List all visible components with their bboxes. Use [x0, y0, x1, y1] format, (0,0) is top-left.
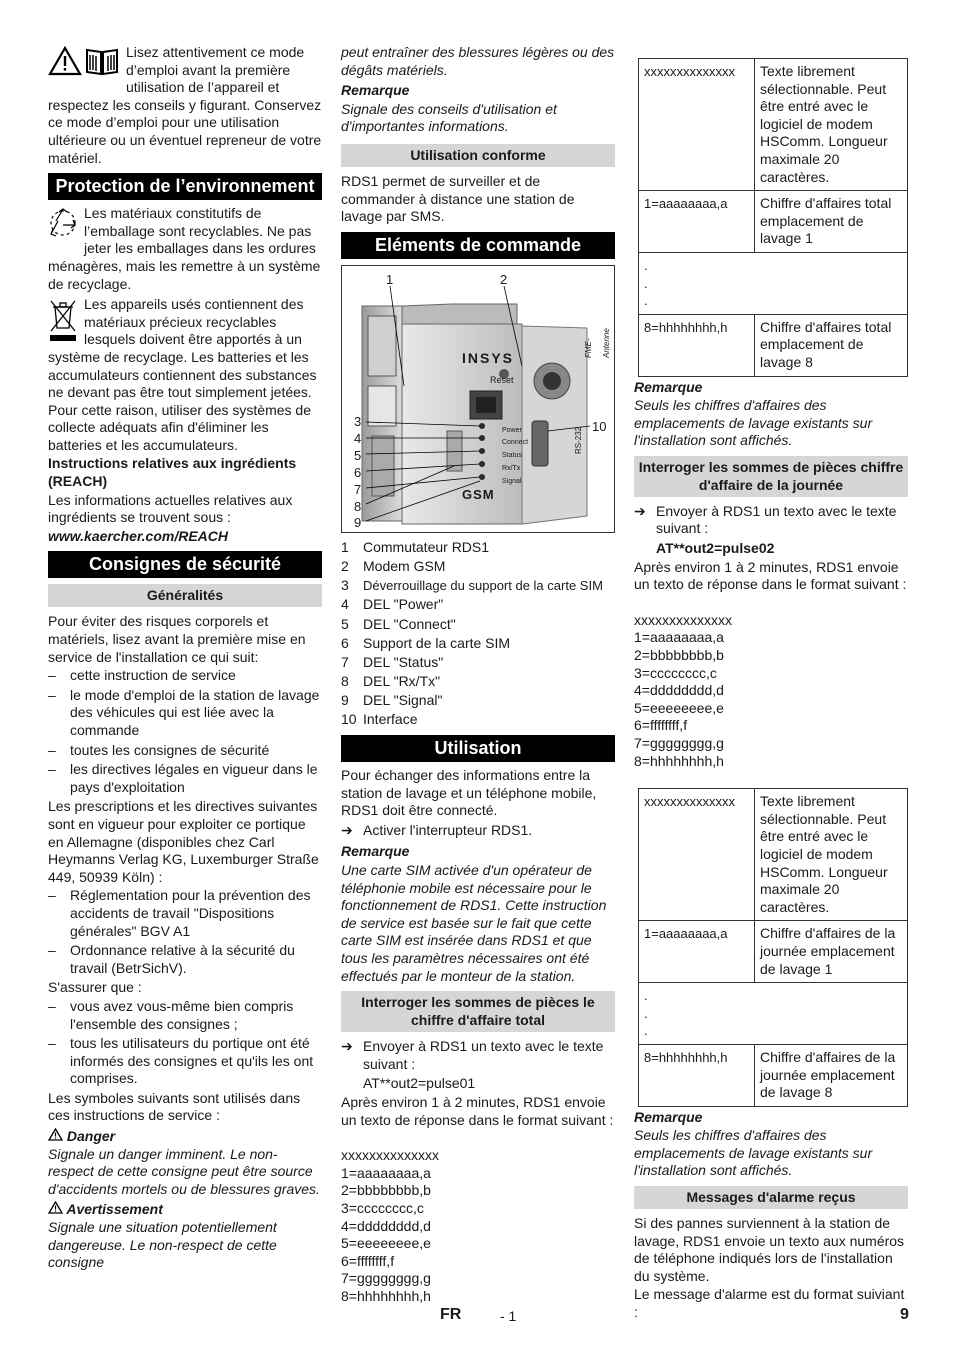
- reach-url-link[interactable]: www.kaercher.com/REACH: [48, 527, 228, 544]
- reset-label: Reset: [490, 374, 514, 385]
- manual-book-icon: [84, 46, 120, 81]
- reply-line: 2=bbbbbbbb,b: [341, 1182, 431, 1199]
- table-row: 1=aaaaaaaa,a Chiffre d'affaires de la journée emplacement de lavage 1: [639, 921, 908, 983]
- list-documents: [48, 667, 322, 796]
- warning-label: Avertissement: [48, 1201, 322, 1219]
- list-item: – les directives légales en vigueur dans le pays d'exploitation: [48, 761, 322, 796]
- legend-item: 3 Déverrouillage du support de la carte SIM: [341, 577, 603, 594]
- danger-label: Danger: [48, 1128, 322, 1146]
- arrow-right-icon: ➔: [634, 502, 646, 519]
- reply-line: xxxxxxxxxxxxxx: [634, 611, 732, 628]
- remark-label: Remarque: [634, 378, 703, 395]
- heading-safety: Consignes de sécurité: [48, 551, 322, 578]
- total-command: AT**out2=pulse01: [363, 1075, 476, 1092]
- callout-9: 9: [354, 514, 362, 530]
- callout-6: 6: [354, 464, 362, 480]
- legend-item: 7 DEL "Status": [341, 653, 444, 670]
- remark-text: Une carte SIM activée d'un opérateur de téléphonie mobile est nécessaire pour le fonctionnement de RDS1. Cette instruction de service est basée sur le fait que cette carte SIM est insérée dans RDS1 et que tous les paramètres nécessaires ont été effectués par le monteur de la station.: [341, 862, 607, 984]
- callout-2: 2: [500, 271, 508, 287]
- warning-triangle-icon: [48, 1201, 63, 1214]
- reply-line: 4=dddddddd,d: [634, 682, 724, 699]
- reply-line: 8=hhhhhhhh,h: [341, 1287, 431, 1304]
- led-rxtx-label: Rx/Tx: [502, 464, 521, 472]
- column-left: [48, 44, 322, 1273]
- table-row: . . .: [639, 252, 908, 314]
- remark-label: Remarque: [634, 1108, 703, 1125]
- prescriptions-text: Les prescriptions et les directives suivantes sont en vigueur pour exploiter ce portique en Allemagne (disponibles chez Carl Heymanns Verlag KG, Luxemburger Straße 449, 50939 Köln) :: [48, 798, 319, 885]
- remark-label: Remarque: [341, 843, 410, 860]
- symbols-text: Les symboles suivants sont utilisés dans ces instructions de service :: [48, 1089, 301, 1124]
- daily-reply-format: [634, 612, 908, 770]
- list-regulations: [48, 887, 322, 977]
- warning-text-continued: peut entraîner des blessures légères ou des dégâts matériels.: [341, 44, 615, 78]
- table-row: 8=hhhhhhhh,h Chiffre d'affaires total emplacement de lavage 8: [639, 314, 908, 376]
- heading-environment: Protection de l’environnement: [48, 173, 322, 200]
- list-item: – cette instruction de service: [48, 667, 322, 685]
- legend-item: 6 Support de la carte SIM: [341, 634, 511, 651]
- reply-line: 3=cccccccc,c: [341, 1199, 424, 1216]
- antenna-label: FME-Antenne: [584, 327, 611, 358]
- crossed-bin-icon: [48, 298, 78, 347]
- led-connect-label: Connect: [502, 438, 529, 446]
- list-item: – toutes les consignes de sécurité: [48, 742, 322, 760]
- list-item: – le mode d'emploi de la station de lavage des véhicules qui est liée avec la commande: [48, 687, 322, 740]
- daily-step: ➔ Envoyer à RDS1 un texto avec le texte suivant :: [634, 502, 897, 537]
- heading-intended-use: Utilisation conforme: [341, 144, 615, 167]
- alarm-format-text: Le message d'alarme est du format suiviant :: [634, 1286, 905, 1321]
- led-signal-label: Signal: [502, 477, 522, 485]
- reply-line: 5=eeeeeeee,e: [341, 1235, 431, 1252]
- env-recycle-text: Les matériaux constitutifs de l’emballage sont recyclables. Ne pas jeter les emballages dans les ordures ménagères, mais les remettre à un système de recyclage.: [48, 205, 321, 292]
- general-text: Pour éviter des risques corporels et matériels, lisez avant la première mise en service de l'installation ce qui suit:: [48, 613, 306, 665]
- ensure-text: S'assurer que :: [48, 979, 142, 996]
- gsm-label: GSM: [462, 486, 495, 502]
- legend-item: 8 DEL "Rx/Tx": [341, 673, 441, 690]
- callout-1: 1: [386, 271, 394, 287]
- table-row: 1=aaaaaaaa,a Chiffre d'affaires total emplacement de lavage 1: [639, 191, 908, 253]
- legend-item: 10 Interface: [341, 711, 418, 728]
- legend-item: 1 Commutateur RDS1: [341, 538, 490, 555]
- brand-label: INSYS: [462, 349, 515, 366]
- list-ensure: [48, 998, 322, 1088]
- reply-line: 2=bbbbbbbb,b: [634, 647, 724, 664]
- total-reply-format: [341, 1147, 615, 1305]
- reach-title: Instructions relatives aux ingrédients (REACH): [48, 455, 297, 490]
- callout-5: 5: [354, 447, 362, 463]
- reply-line: 7=gggggggg,g: [341, 1270, 431, 1287]
- table-row: xxxxxxxxxxxxxx Texte librement sélectionnable. Peut être entré avec le logiciel de modem HSComm. Longueur maximale 20 caractères.: [639, 59, 908, 191]
- reply-line: 1=aaaaaaaa,a: [341, 1164, 431, 1181]
- reply-line: 6=ffffffff,f: [634, 717, 688, 734]
- total-reply-text: Après environ 1 à 2 minutes, RDS1 envoie un texto de réponse dans le format suivant :: [341, 1093, 614, 1128]
- table-row: 8=hhhhhhhh,h Chiffre d'affaires de la journée emplacement de lavage 8: [639, 1044, 908, 1106]
- heading-operation: Utilisation: [341, 735, 615, 762]
- warning-triangle-icon: [48, 46, 82, 81]
- led-status-label: Status: [502, 451, 522, 459]
- list-item: – Réglementation pour la prévention des accidents de travail "Dispositions générales" BGV A1: [48, 887, 322, 940]
- reply-line: 8=hhhhhhhh,h: [634, 752, 724, 769]
- intro-block: [48, 44, 322, 167]
- intro-text: Lisez attentivement ce mode d’emploi avant la première utilisation de l’appareil et respectez les conseils y figurant. Conservez ce mode d’emploi pour une utilisation ultérieure ou un éventuel repreneur de votre matériel.: [48, 44, 322, 166]
- danger-text: Signale un danger imminent. Le non-respect de cette consigne peut être source d'accidents mortels ou de blessures graves.: [48, 1145, 320, 1197]
- warning-text: Signale une situation potentiellement dangereuse. Le non-respect de cette consigne: [48, 1219, 277, 1271]
- legend-item: 4 DEL "Power": [341, 596, 444, 613]
- legend-item: 5 DEL "Connect": [341, 615, 456, 632]
- use-text: RDS1 permet de surveiller et de commander à distance une station de lavage par SMS.: [341, 172, 575, 225]
- reply-line: 7=gggggggg,g: [634, 735, 724, 751]
- reply-line: xxxxxxxxxxxxxx: [341, 1147, 439, 1164]
- total-step: ➔ Envoyer à RDS1 un texto avec le texte suivant :: [341, 1038, 604, 1072]
- recycle-icon: [48, 207, 78, 244]
- column-right: [634, 58, 908, 1323]
- list-item: – Ordonnance relative à la sécurité du travail (BetrSichV).: [48, 942, 322, 977]
- heading-general: Généralités: [48, 584, 322, 607]
- reply-line: 6=ffffffff,f: [341, 1252, 395, 1269]
- operation-step: ➔ Activer l'interrupteur RDS1.: [341, 821, 533, 838]
- callout-10: 10: [592, 418, 607, 434]
- led-power-label: Power: [502, 426, 522, 434]
- footer-page-number: 9: [900, 1306, 909, 1323]
- callout-4: 4: [354, 430, 362, 446]
- remark-text: Signale des conseils d'utilisation et d'importantes informations.: [341, 100, 557, 135]
- list-item: – tous les utilisateurs du portique ont été informés des consignes et qu'ils les ont comprises.: [48, 1035, 322, 1088]
- daily-reply-text: Après environ 1 à 2 minutes, RDS1 envoie un texto de réponse dans le format suivant :: [634, 558, 907, 593]
- env-recycle-block: [48, 205, 322, 293]
- table-row: xxxxxxxxxxxxxx Texte librement sélectionnable. Peut être entré avec le logiciel de modem HSComm. Longueur maximale 20 caractères.: [639, 789, 908, 921]
- callout-8: 8: [354, 498, 362, 514]
- daily-command: AT**out2=pulse02: [656, 540, 775, 557]
- list-item: – vous avez vous-même bien compris l'ensemble des consignes ;: [48, 998, 322, 1033]
- env-weee-text: Les appareils usés contiennent des matériaux précieux recyclables lesquels doivent être apportés à un système de recyclage. Les batteries et les accumulateurs contiennent des substances ne devant pas être tout simplement jetées. Pour cette raison, utiliser des systèmes de collecte adéquats afin d'éliminer les batteries et les accumulateurs.: [48, 296, 317, 453]
- arrow-right-icon: ➔: [341, 1038, 353, 1055]
- warning-triangle-icon: [48, 1128, 63, 1141]
- heading-daily-sums: Interroger les sommes de pièces chiffre d'affaire de la journée: [634, 456, 908, 497]
- reply-line: 5=eeeeeeee,e: [634, 699, 724, 716]
- arrow-right-icon: ➔: [341, 821, 353, 838]
- heading-controls: Eléments de commande: [341, 232, 615, 259]
- device-figure: [341, 265, 615, 533]
- reach-text: Les informations actuelles relatives aux ingrédients se trouvent sous :: [48, 491, 293, 526]
- legend-item: 2 Modem GSM: [341, 557, 446, 574]
- footer-language: FR: [440, 1306, 462, 1323]
- reply-line: 1=aaaaaaaa,a: [634, 629, 724, 646]
- reply-line: 4=dddddddd,d: [341, 1217, 431, 1234]
- remark-label: Remarque: [341, 82, 410, 99]
- reply-line: 3=cccccccc,c: [634, 664, 717, 681]
- heading-total-sums: Interroger les sommes de pièces le chiffre d'affaire total: [341, 991, 615, 1032]
- rs232-label: RS-232: [574, 426, 583, 454]
- daily-reply-table: [638, 788, 908, 1107]
- remark-text: Seuls les chiffres d'affaires des emplacements de lavage existants sur l'installation sont affichés.: [634, 1127, 873, 1179]
- total-reply-table: [638, 58, 908, 377]
- operation-text: Pour échanger des informations entre la station de lavage et un téléphone mobile, RDS1 doit être connecté.: [341, 767, 597, 819]
- legend-item: 9 DEL "Signal": [341, 692, 443, 709]
- env-weee-block: [48, 296, 322, 454]
- callout-7: 7: [354, 481, 362, 497]
- column-middle: [341, 44, 615, 1305]
- heading-alarm-messages: Messages d'alarme reçus: [634, 1186, 908, 1209]
- alarm-text: Si des pannes surviennent à la station de lavage, RDS1 envoie un texto aux numéros de téléphone indiqués lors de l'installation du système.: [634, 1215, 905, 1284]
- table-row: . . .: [639, 983, 908, 1045]
- remark-text: Seuls les chiffres d'affaires des emplacements de lavage existants sur l'installation sont affichés.: [634, 397, 873, 449]
- figure-legend: [341, 539, 615, 729]
- footer-page-code: - 1: [500, 1308, 517, 1324]
- callout-3: 3: [354, 413, 362, 429]
